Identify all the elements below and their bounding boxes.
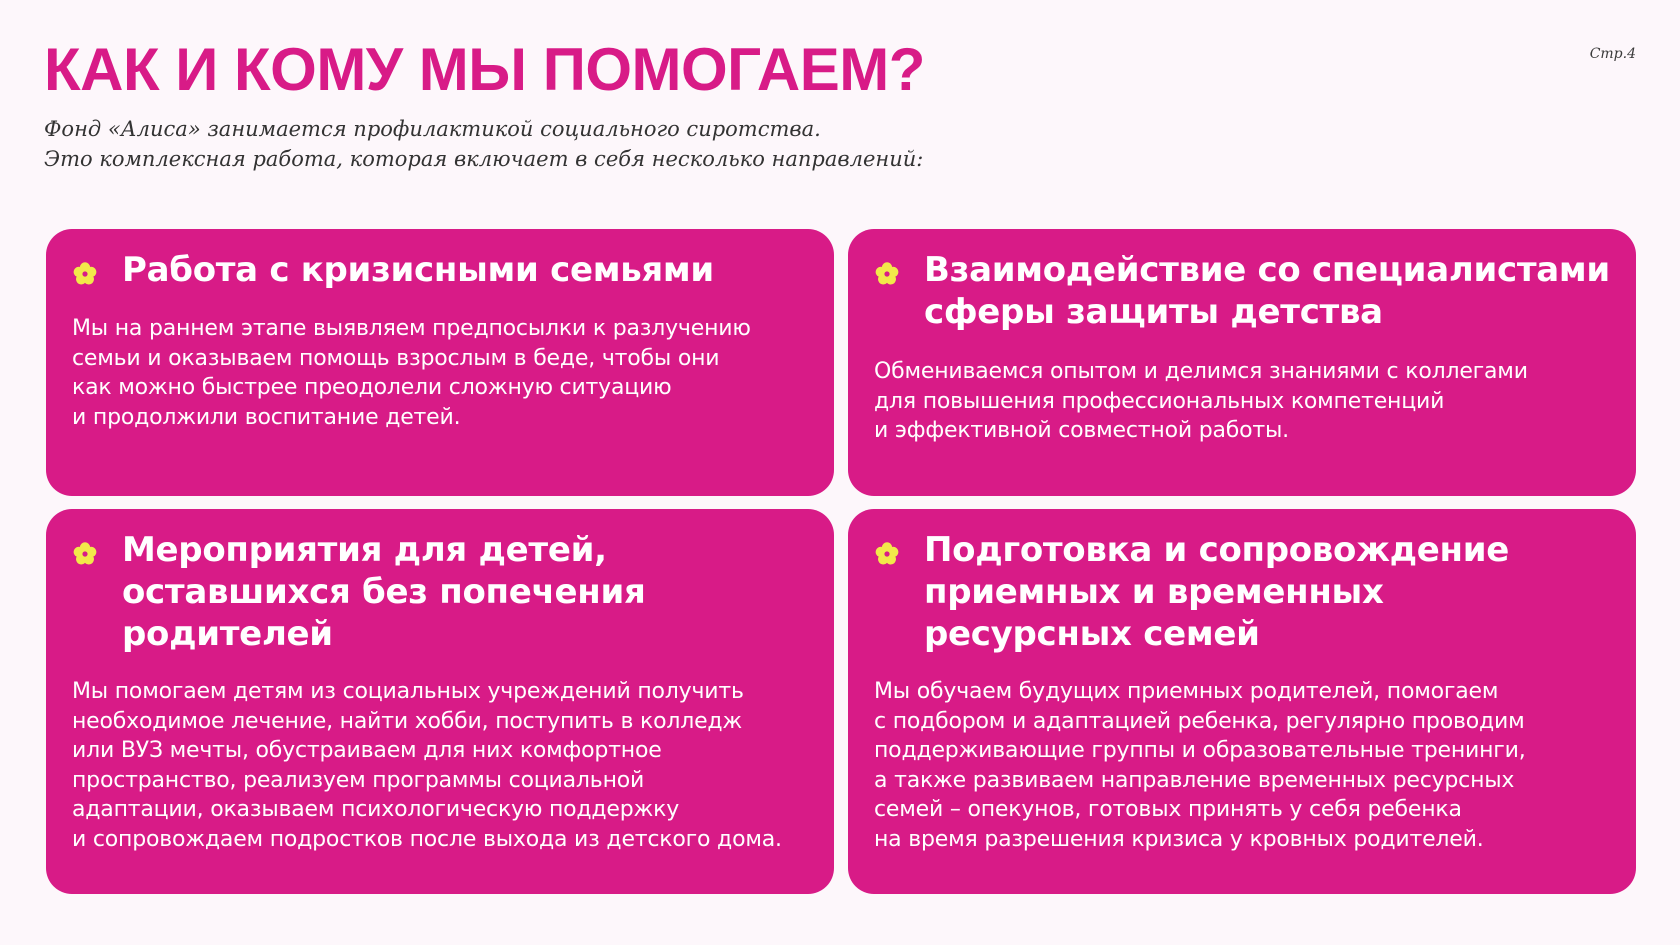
card-text-line: как можно быстрее преодолели сложную ситуацию: [72, 375, 672, 400]
card-title: [924, 249, 1610, 333]
card-title-line: оставшихся без попечения: [122, 572, 646, 612]
card-text-line: необходимое лечение, найти хобби, поступить в колледж: [72, 708, 743, 734]
intro-line: Фонд «Алиса» занимается профилактикой социального сиротства.: [44, 117, 821, 141]
card-text-line: Обмениваемся опытом и делимся знаниями с коллегами: [874, 359, 1528, 384]
card-title: [924, 529, 1509, 655]
card-title-line: сферы защиты детства: [924, 292, 1383, 332]
card-text: [72, 677, 782, 854]
card-crisis-families: [46, 229, 834, 496]
flower-icon: [72, 541, 98, 567]
page-number: Стр.4: [1589, 46, 1636, 62]
card-text-line: с подбором и адаптацией ребенка, регулярно проводим: [874, 708, 1525, 734]
intro-line: Это комплексная работа, которая включает в себя несколько направлений:: [44, 147, 924, 171]
card-title-line: Работа с кризисными семьями: [122, 250, 714, 290]
card-text-line: и сопровождаем подростков после выхода из детского дома.: [72, 826, 782, 852]
card-text-line: пространство, реализуем программы социальной: [72, 767, 645, 793]
card-title: [122, 529, 646, 655]
card-text-line: и эффективной совместной работы.: [874, 418, 1289, 443]
card-title: [122, 249, 714, 291]
card-header: [72, 529, 814, 655]
flower-icon: [874, 541, 900, 567]
card-title-line: Мероприятия для детей,: [122, 530, 607, 570]
card-title-line: ресурсных семей: [924, 614, 1260, 654]
card-text-line: или ВУЗ мечты, обустраиваем для них комфортное: [72, 738, 662, 763]
card-text-line: для повышения профессиональных компетенций: [874, 388, 1445, 414]
card-title-line: приемных и временных: [924, 572, 1384, 612]
card-text-line: Мы на раннем этапе выявляем предпосылки к разлучению: [72, 316, 751, 341]
card-text-line: Мы помогаем детям из социальных учреждений получить: [72, 679, 744, 704]
card-text-line: Мы обучаем будущих приемных родителей, помогаем: [874, 679, 1499, 704]
card-text-line: и продолжили воспитание детей.: [72, 404, 461, 430]
card-header: [72, 249, 814, 291]
card-text: [874, 677, 1526, 854]
intro-text: [44, 114, 923, 174]
card-text-line: семьи и оказываем помощь взрослым в беде, чтобы они: [72, 345, 720, 371]
flower-icon: [72, 261, 98, 287]
card-text: [72, 314, 751, 432]
card-specialists: [848, 229, 1636, 496]
card-header: [874, 529, 1616, 655]
card-text-line: адаптации, оказываем психологическую поддержку: [72, 797, 680, 822]
page-title: КАК И КОМУ МЫ ПОМОГАЕМ?: [44, 36, 925, 103]
card-text: [874, 357, 1528, 446]
card-text-line: на время разрешения кризиса у кровных родителей.: [874, 826, 1484, 852]
card-title-line: Взаимодействие со специалистами: [924, 250, 1610, 290]
card-children-events: [46, 509, 834, 894]
card-title-line: Подготовка и сопровождение: [924, 530, 1509, 570]
card-header: [874, 249, 1616, 333]
card-text-line: семей – опекунов, готовых принять у себя ребенка: [874, 797, 1462, 822]
card-foster-families: [848, 509, 1636, 894]
card-text-line: поддерживающие группы и образовательные тренинги,: [874, 738, 1526, 763]
card-text-line: а также развиваем направление временных ресурсных: [874, 767, 1515, 793]
flower-icon: [874, 261, 900, 287]
card-title-line: родителей: [122, 614, 333, 654]
